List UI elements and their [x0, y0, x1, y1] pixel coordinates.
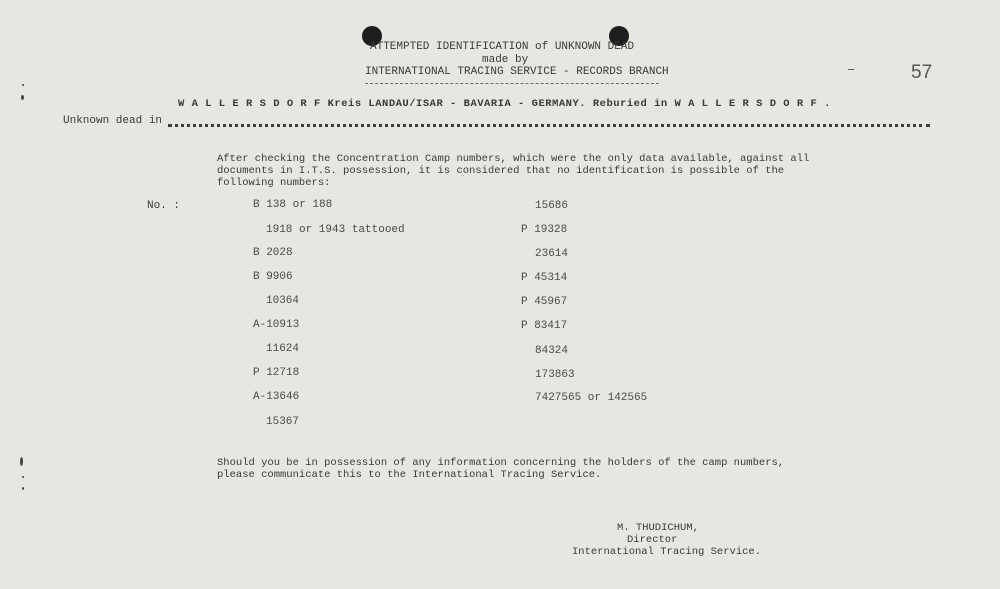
- number-right-9: 7427565 or 142565: [535, 392, 648, 404]
- margin-speck: [22, 487, 24, 490]
- location-line: W A L L E R S D O R F Kreis LANDAU/ISAR - BAVARIA - GERMANY. Reburied in W A L L E R S D O R F .: [178, 98, 831, 110]
- number-left-6: A-10913: [253, 319, 300, 331]
- margin-speck: [22, 476, 24, 478]
- number-left-5: 10364: [266, 295, 300, 307]
- intro-line-3: following numbers:: [217, 177, 331, 189]
- margin-speck: [21, 95, 24, 100]
- page-number-dash: –: [847, 62, 856, 78]
- intro-line-2: documents in I.T.S. possession, it is considered that no identification is possible of the: [217, 165, 785, 177]
- number-right-7: 84324: [535, 345, 569, 357]
- numbers-label: No. :: [147, 200, 181, 212]
- number-left-7: 11624: [266, 343, 300, 355]
- number-right-1: 15686: [535, 200, 569, 212]
- number-left-9: A-13646: [253, 391, 300, 403]
- number-right-8: 173863: [535, 369, 575, 381]
- number-left-10: 15367: [266, 416, 300, 428]
- intro-line-1: After checking the Concentration Camp numbers, which were the only data available, against all: [217, 153, 810, 165]
- closing-line-2: please communicate this to the International Tracing Service.: [217, 469, 602, 481]
- signature-name: M. THUDICHUM,: [617, 522, 699, 534]
- number-left-8: P 12718: [253, 367, 300, 379]
- header-rule: [365, 83, 659, 84]
- document-organization: INTERNATIONAL TRACING SERVICE - RECORDS BRANCH: [365, 66, 669, 78]
- unknown-dead-dotted-line: [168, 124, 930, 127]
- number-left-3: B 2028: [253, 247, 293, 259]
- number-right-4: P 45314: [521, 272, 568, 284]
- number-right-5: P 45967: [521, 296, 568, 308]
- number-left-4: B 9906: [253, 271, 293, 283]
- unknown-dead-label: Unknown dead in: [63, 115, 163, 127]
- number-right-6: P 83417: [521, 320, 568, 332]
- document-title: ATTEMPTED IDENTIFICATION of UNKNOWN DEAD: [370, 41, 635, 53]
- page-number: 57: [911, 62, 933, 83]
- number-left-2: 1918 or 1943 tattooed: [266, 224, 405, 236]
- number-right-2: P 19328: [521, 224, 568, 236]
- margin-speck: [20, 457, 23, 466]
- document-made-by: made by: [482, 54, 529, 66]
- margin-speck: [22, 84, 24, 86]
- number-right-3: 23614: [535, 248, 569, 260]
- number-left-1: B 138 or 188: [253, 199, 333, 211]
- closing-line-1: Should you be in possession of any information concerning the holders of the camp numbers,: [217, 457, 785, 469]
- signature-organization: International Tracing Service.: [572, 546, 762, 558]
- signature-title: Director: [627, 534, 678, 546]
